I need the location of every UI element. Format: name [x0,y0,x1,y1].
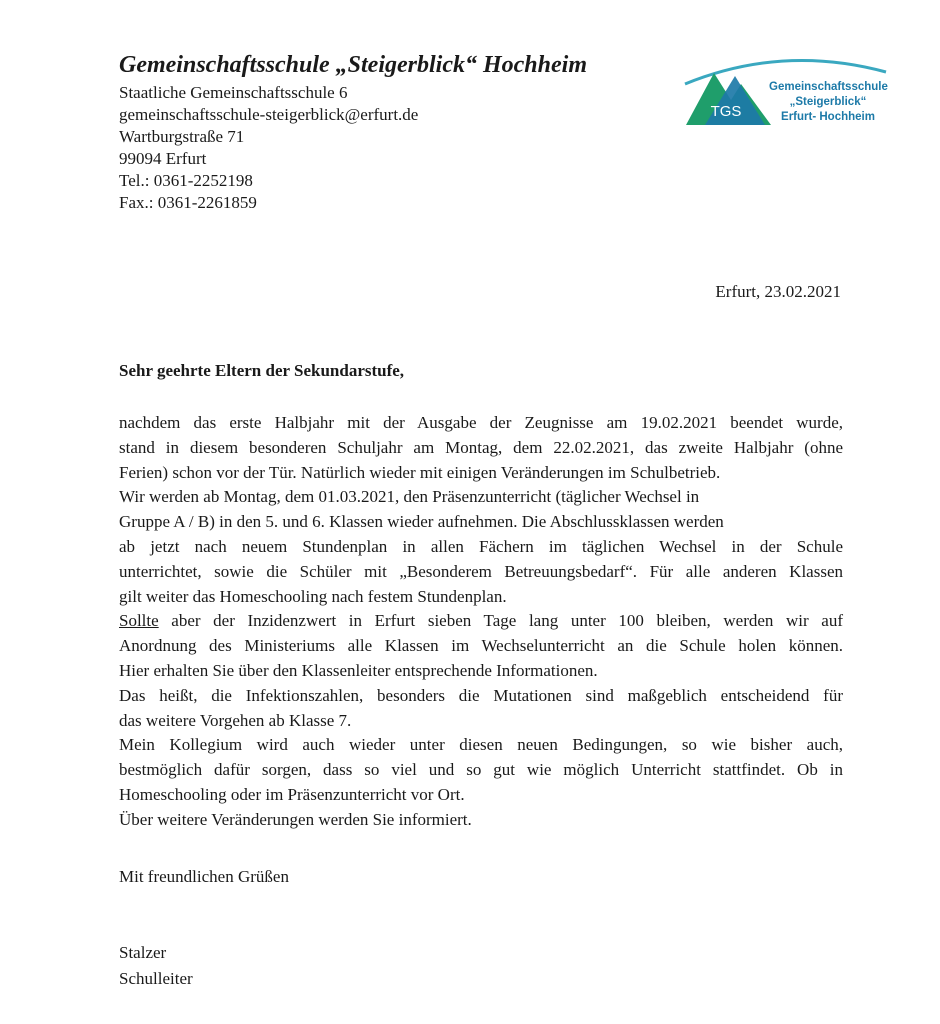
body-line: Gruppe A / B) in den 5. und 6. Klassen wieder aufnehmen. Die Abschlussklassen werden [119,512,724,532]
body-line: stand in diesem besonderen Schuljahr am Montag, dem 22.02.2021, das zweite Halbjahr (ohne [119,437,843,457]
logo-text [769,80,887,125]
body-line: Mein Kollegium wird auch wieder unter diesen neuen Bedingungen, so wie bisher auch, [119,735,843,755]
underlined-word: Sollte [119,611,159,631]
email-line: gemeinschaftsschule-steigerblick@erfurt.de [119,105,419,124]
body-line: unterrichtet, sowie die Schüler mit „Besonderem Betreuungsbedarf“. Für alle anderen Klassen [119,561,843,581]
letter-body [119,411,843,833]
body-line: Wir werden ab Montag, dem 01.03.2021, den Präsenzunterricht (täglicher Wechsel in [119,487,700,507]
body-line: gilt weiter das Homeschooling nach festem Stundenplan. [119,586,507,606]
body-line: Homeschooling oder im Präsenzunterricht vor Ort. [119,784,465,804]
logo-line-1: Gemeinschaftsschule [769,81,888,93]
school-logo [683,52,888,132]
body-line: Das heißt, die Infektionszahlen, besonders die Mutationen sind maßgeblich entscheidend für [119,685,843,705]
signature-block [119,940,193,992]
body-line [119,609,843,634]
letterhead [119,50,587,214]
signatory-name: Stalzer [119,943,167,962]
logo-line-3: Erfurt- Hochheim [781,111,875,123]
logo-line-2: „Steigerblick“ [789,96,867,108]
body-line: Ferien) schon vor der Tür. Natürlich wieder mit einigen Veränderungen im Schulbetrieb. [119,462,721,482]
body-line: nachdem das erste Halbjahr mit der Ausgabe der Zeugnisse am 19.02.2021 beendet wurde, [119,413,843,432]
school-name: Gemeinschaftsschule „Steigerblick“ Hochheim [119,52,587,78]
body-line: Über weitere Veränderungen werden Sie informiert. [119,809,472,829]
body-line: das weitere Vorgehen ab Klasse 7. [119,710,352,730]
letter-date: Erfurt, 23.02.2021 [715,282,841,301]
fax-line: Fax.: 0361-2261859 [119,193,257,212]
body-line-rest: aber der Inzidenzwert in Erfurt sieben Tage lang unter 100 bleiben, werden wir auf [158,611,843,631]
school-type-line: Staatliche Gemeinschaftsschule 6 [119,83,348,102]
salutation: Sehr geehrte Eltern der Sekundarstufe, [119,361,405,380]
phone-line: Tel.: 0361-2252198 [119,171,253,190]
body-line: ab jetzt nach neuem Stundenplan in allen Fächern im täglichen Wechsel in der Schule [119,536,843,556]
logo-abbr: TGS [710,103,742,120]
signatory-role: Schulleiter [119,969,193,988]
closing: Mit freundlichen Grüßen [119,867,289,886]
body-line: Hier erhalten Sie über den Klassenleiter entsprechende Informationen. [119,660,598,680]
city-line: 99094 Erfurt [119,149,207,168]
body-line: Anordnung des Ministeriums alle Klassen im Wechselunterricht an die Schule holen können. [119,636,843,656]
street-line: Wartburgstraße 71 [119,127,245,146]
body-line: bestmöglich dafür sorgen, dass so viel und so gut wie möglich Unterricht stattfindet. Ob in [119,760,843,780]
